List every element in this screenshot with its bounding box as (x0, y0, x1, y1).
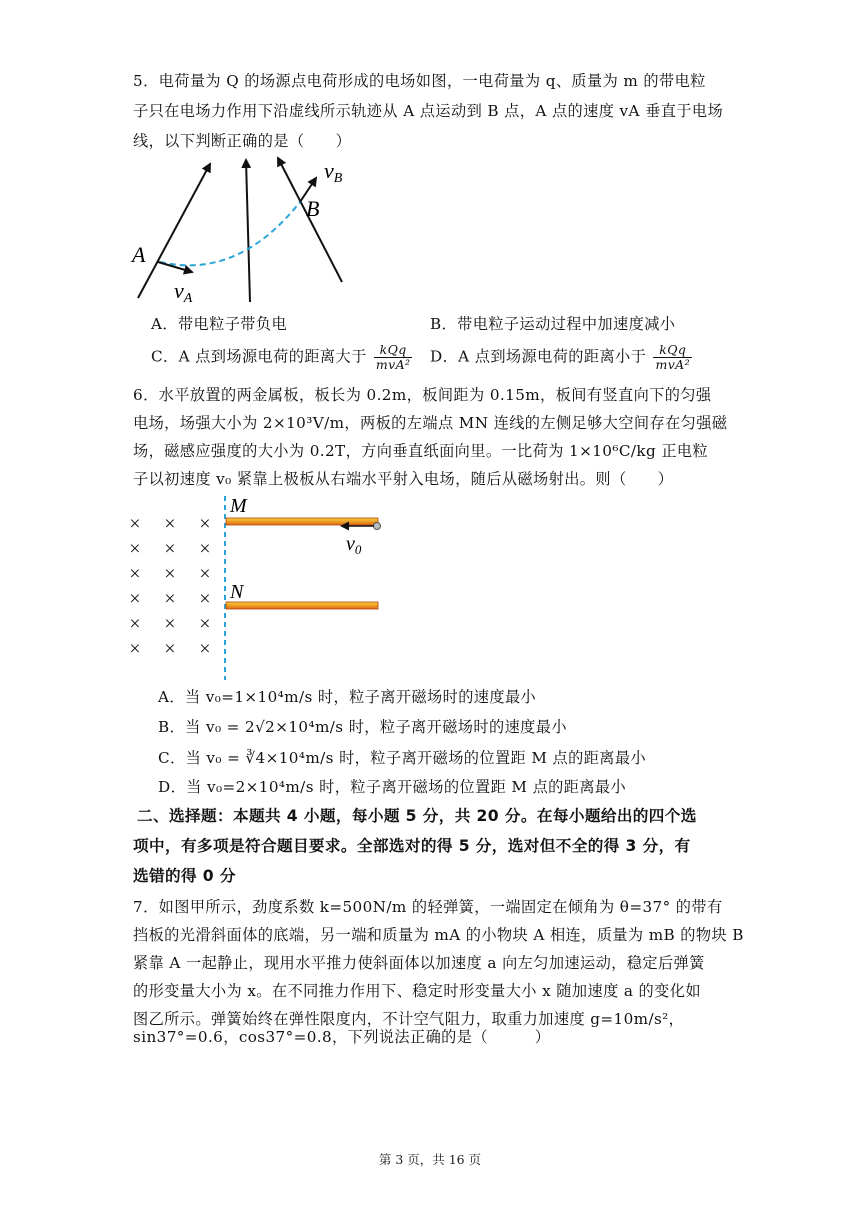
cross-mark: × (163, 563, 177, 585)
particle-trajectory (160, 202, 300, 265)
q7-line-2: 挡板的光滑斜面体的底端，另一端和质量为 mA 的小物块 A 相连，质量为 mB 的物块 B (133, 926, 744, 944)
q6-line-1: 6．水平放置的两金属板，板长为 0.2m，板间距为 0.15m，板间有竖直向下的匀强 (133, 386, 712, 404)
cross-mark: × (128, 563, 142, 585)
q5-line-1: 5．电荷量为 Q 的场源点电荷形成的电场如图，一电荷量为 q、质量为 m 的带电粒 (133, 72, 706, 90)
section2-line-1: 二、选择题：本题共 4 小题，每小题 5 分，共 20 分。在每小题给出的四个选 (137, 807, 697, 825)
fraction-numerator: kQq (374, 343, 413, 358)
q7-line-5: 图乙所示。弹簧始终在弹性限度内，不计空气阻力，取重力加速度 g=10m/s²， (133, 1010, 685, 1028)
q6-option-b: B．当 v₀ = 2√2×10⁴m/s 时，粒子离开磁场时的速度最小 (158, 718, 567, 736)
cross-mark: × (163, 613, 177, 635)
q5-option-c-text: C．A 点到场源电荷的距离大于 (151, 347, 367, 366)
cross-mark: × (163, 513, 177, 535)
velocity-a-arrow (158, 262, 192, 272)
label-v0-sub: 0 (354, 542, 362, 557)
charged-particle (374, 523, 381, 530)
q6-option-a: A．当 v₀=1×10⁴m/s 时，粒子离开磁场时的速度最小 (158, 688, 537, 706)
q6-plate-diagram (120, 492, 400, 682)
q5-option-d-fraction (653, 343, 692, 372)
q5-option-d (430, 343, 694, 372)
cross-mark: × (198, 513, 212, 535)
svg-text:v0 (346, 533, 362, 557)
q5-line-3: 线，以下判断正确的是（ ） (133, 132, 352, 150)
cross-mark: × (163, 588, 177, 610)
label-vb: v (324, 158, 334, 183)
q5-option-d-text: D．A 点到场源电荷的距离小于 (430, 347, 647, 366)
section2-line-2: 项中，有多项是符合题目要求。全部选对的得 5 分，选对但不全的得 3 分，有 (133, 837, 691, 855)
cross-mark: × (128, 613, 142, 635)
q6-line-4: 子以初速度 v₀ 紧靠上极板从右端水平射入电场，随后从磁场射出。则（ ） (133, 470, 674, 488)
svg-text:vB (324, 158, 343, 186)
q5-option-c-fraction (374, 343, 413, 372)
q5-field-diagram (128, 152, 368, 310)
q6-option-d: D．当 v₀=2×10⁴m/s 时，粒子离开磁场的位置距 M 点的距离最小 (158, 778, 627, 796)
cross-mark: × (198, 538, 212, 560)
cross-mark: × (163, 638, 177, 660)
cross-mark: × (198, 613, 212, 635)
fraction-numerator: kQq (653, 343, 692, 358)
cross-mark: × (128, 538, 142, 560)
page-footer: 第 3 页，共 16 页 (378, 1152, 482, 1167)
q5-line-2: 子只在电场力作用下沿虚线所示轨迹从 A 点运动到 B 点，A 点的速度 vA 垂直于电场 (133, 102, 724, 120)
cross-mark: × (128, 588, 142, 610)
label-m: M (230, 495, 247, 517)
q5-option-a: A．带电粒子带负电 (151, 315, 288, 333)
q5-option-b: B．带电粒子运动过程中加速度减小 (430, 315, 676, 333)
cross-mark: × (163, 538, 177, 560)
cross-mark: × (128, 638, 142, 660)
cross-mark: × (198, 563, 212, 585)
label-va-sub: A (183, 291, 193, 306)
q7-line-6: sin37°=0.6，cos37°=0.8，下列说法正确的是（ ） (133, 1028, 551, 1046)
fraction-denominator: mvA² (375, 357, 411, 372)
label-n: N (230, 581, 244, 603)
q7-line-1: 7．如图甲所示，劲度系数 k=500N/m 的轻弹簧，一端固定在倾角为 θ=37° 的带有 (133, 898, 723, 916)
label-point-a: A (132, 242, 146, 267)
lower-plate-n (226, 602, 378, 609)
label-va: v (174, 278, 184, 303)
field-line-middle (246, 160, 250, 302)
cross-mark: × (198, 638, 212, 660)
fraction-denominator: mvA² (655, 357, 691, 372)
q5-option-c (151, 343, 414, 372)
label-point-b: B (306, 196, 320, 221)
label-v0: v (346, 533, 355, 555)
cross-mark: × (128, 513, 142, 535)
label-vb-sub: B (333, 171, 343, 186)
q6-option-c: C．当 v₀ = ∛4×10⁴m/s 时，粒子离开磁场的位置距 M 点的距离最小 (158, 749, 647, 767)
q6-line-2: 电场，场强大小为 2×10³V/m，两板的左端点 MN 连线的左侧足够大空间存在匀强磁 (133, 414, 728, 432)
q7-line-4: 的形变量大小为 x。在不同推力作用下、稳定时形变量大小 x 随加速度 a 的变化如 (133, 982, 701, 1000)
magnetic-field-crosses (128, 513, 212, 660)
svg-text:vA (174, 278, 193, 306)
upper-plate-m (226, 518, 378, 525)
cross-mark: × (198, 588, 212, 610)
section2-line-3: 选错的得 0 分 (133, 867, 236, 885)
q7-line-3: 紧靠 A 一起静止，现用水平推力使斜面体以加速度 a 向左匀加速运动，稳定后弹簧 (133, 954, 705, 972)
q6-line-3: 场，磁感应强度的大小为 0.2T，方向垂直纸面向里。一比荷为 1×10⁶C/kg 正电粒 (133, 442, 709, 460)
